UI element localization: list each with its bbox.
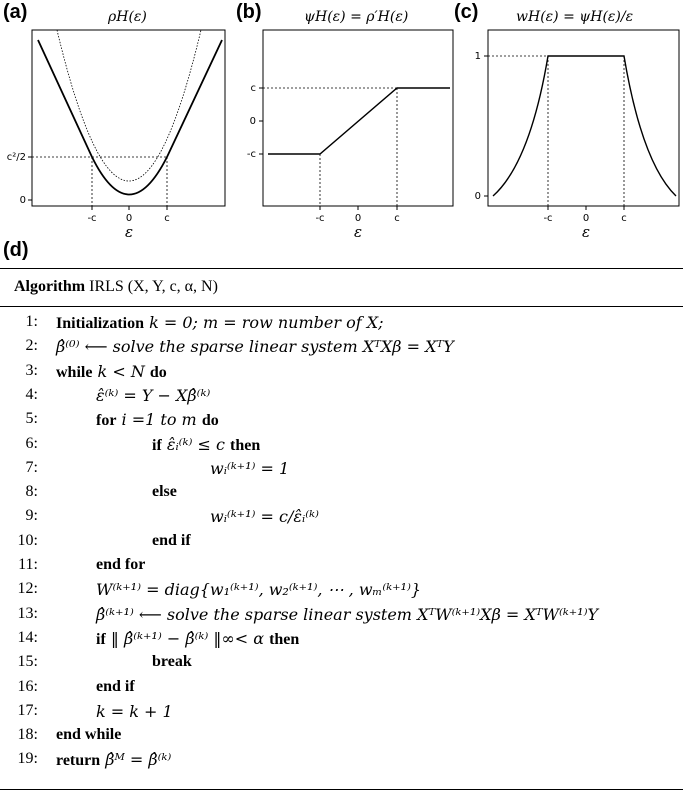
plot-a-xtick-negc: -c — [87, 213, 97, 224]
chart-weight-huber — [458, 0, 685, 245]
plot-a-xlabel: ε — [124, 223, 134, 241]
line-code — [56, 362, 167, 382]
line-keyword: end if — [152, 531, 191, 549]
line-number: 12: — [17, 580, 38, 598]
panel-a-label: (a) — [3, 1, 28, 23]
plot-b-xtick-negc: -c — [315, 213, 325, 224]
line-code — [56, 337, 454, 357]
line-code — [96, 556, 145, 574]
line-keyword: end if — [96, 677, 135, 695]
line-text: ε̂⁽ᵏ⁾ = Y − Xβ̂⁽ᵏ⁾ — [96, 385, 211, 405]
line-number: 11: — [18, 556, 38, 573]
line-keyword: while — [56, 363, 93, 381]
line-text: wᵢ⁽ᵏ⁺¹⁾ = 1 — [210, 458, 290, 478]
chart-psi-huber — [230, 0, 458, 245]
line-code — [96, 605, 598, 625]
line-keyword: for — [96, 412, 117, 430]
line-code — [96, 629, 299, 649]
line-number: 2: — [25, 337, 38, 355]
line-code — [56, 726, 121, 744]
line-code — [152, 483, 177, 501]
panel-d-label: (d) — [3, 239, 29, 261]
line-code — [96, 678, 135, 696]
plot-a-quadratic-dotted — [57, 30, 201, 181]
line-code — [96, 410, 219, 430]
algorithm-args: (X, Y, c, α, N) — [127, 278, 218, 295]
algorithm-top-rule — [0, 268, 683, 269]
line-text: ‖ β̂⁽ᵏ⁺¹⁾ − β̂⁽ᵏ⁾ ‖∞< α — [105, 628, 270, 648]
line-text: W⁽ᵏ⁺¹⁾ = diag{w₁⁽ᵏ⁺¹⁾, w₂⁽ᵏ⁺¹⁾, ⋯ , wₘ⁽ᵏ⁺¹⁾} — [96, 580, 422, 600]
line-text: k < N — [92, 361, 150, 381]
line-keyword-end: do — [201, 412, 219, 430]
plot-b-ytick-negc: -c — [246, 149, 256, 160]
line-text: ε̂ᵢ⁽ᵏ⁾ ≤ c — [161, 434, 230, 454]
line-number: 8: — [25, 483, 38, 501]
plot-b-psi-curve — [268, 88, 450, 154]
plot-b-xtick-0: 0 — [354, 213, 362, 224]
line-code — [210, 507, 319, 527]
line-number: 1: — [25, 313, 38, 330]
line-code — [152, 435, 260, 455]
line-text: i =1 to m — [116, 410, 202, 430]
line-keyword: break — [152, 653, 192, 671]
plot-a-xtick-0: 0 — [125, 213, 133, 224]
line-number: 10: — [17, 531, 38, 549]
line-keyword: end while — [56, 726, 122, 744]
plot-a-ytick-c2: c²/2 — [6, 152, 26, 163]
line-number: 9: — [25, 507, 38, 525]
plot-c-xtick-0: 0 — [582, 213, 590, 224]
line-number: 19: — [17, 750, 38, 768]
chart-rho-huber — [0, 0, 230, 245]
line-number: 3: — [25, 361, 38, 379]
line-keyword: end for — [96, 556, 146, 573]
line-keyword-end: then — [230, 436, 261, 454]
algorithm-name: IRLS — [89, 278, 124, 295]
line-keyword-end: do — [149, 363, 167, 381]
plot-b-xlabel: ε — [353, 223, 363, 241]
algorithm-keyword: Algorithm — [14, 278, 86, 295]
line-keyword: return — [56, 752, 101, 770]
line-text: β̂⁽ᵏ⁺¹⁾ ⟵ solve the sparse linear system XᵀW⁽ᵏ⁺¹⁾Xβ = XᵀW⁽ᵏ⁺¹⁾Y — [96, 604, 599, 624]
line-text: wᵢ⁽ᵏ⁺¹⁾ = c/ε̂ᵢ⁽ᵏ⁾ — [210, 507, 319, 527]
plot-c-ytick-1: 1 — [474, 51, 481, 62]
line-number: 17: — [17, 701, 38, 719]
line-code — [56, 313, 384, 333]
line-keyword: if — [152, 436, 162, 454]
plot-c-ytick-0: 0 — [474, 191, 481, 202]
line-number: 18: — [17, 726, 38, 744]
plot-a-frame — [32, 30, 225, 206]
algorithm-bottom-rule — [0, 789, 683, 790]
line-number: 13: — [17, 604, 38, 622]
line-number: 4: — [25, 385, 38, 403]
line-text: k = k + 1 — [96, 701, 173, 721]
plot-a-xtick-c: c — [164, 213, 170, 224]
line-text: k = 0; m = row number of X; — [144, 313, 384, 332]
plot-b-xtick-c: c — [394, 213, 400, 224]
plot-c-xtick-negc: -c — [543, 213, 553, 224]
line-text: β̂ᴹ = β̂⁽ᵏ⁾ — [100, 750, 172, 770]
plot-b-frame — [263, 30, 453, 206]
line-keyword: Initialization — [56, 315, 145, 332]
plot-c-xlabel: ε — [581, 223, 591, 241]
line-number: 7: — [25, 458, 38, 476]
panel-b-label: (b) — [236, 1, 262, 23]
line-keyword: else — [152, 483, 177, 501]
line-keyword-end: then — [269, 630, 300, 648]
plot-a-ytick-0: 0 — [19, 195, 26, 206]
line-number: 5: — [25, 410, 38, 428]
line-code — [96, 580, 421, 600]
line-number: 6: — [25, 434, 38, 452]
line-code — [152, 532, 191, 550]
line-number: 15: — [17, 653, 38, 671]
panel-b-title: ψH(ε) = ρ′H(ε) — [304, 9, 409, 25]
line-text: β̂⁽⁰⁾ ⟵ solve the sparse linear system XᵀXβ = XᵀY — [56, 337, 454, 357]
algorithm-header — [14, 278, 218, 296]
plot-b-ytick-c: c — [250, 83, 256, 94]
line-code — [96, 386, 210, 406]
panel-a-title: ρH(ε) — [108, 9, 147, 25]
plot-c-weight-curve — [493, 56, 676, 196]
panel-c-title: wH(ε) = ψH(ε)/ε — [516, 9, 634, 25]
plot-c-xtick-c: c — [621, 213, 627, 224]
line-keyword: if — [96, 630, 106, 648]
line-code — [210, 459, 289, 479]
line-number: 14: — [17, 628, 38, 646]
plot-b-ytick-0: 0 — [249, 116, 256, 127]
algorithm-header-rule — [0, 306, 683, 307]
line-code — [152, 653, 192, 671]
line-number: 16: — [17, 677, 38, 695]
line-code — [96, 702, 173, 722]
panel-c-label: (c) — [454, 1, 479, 23]
line-code — [56, 750, 171, 770]
